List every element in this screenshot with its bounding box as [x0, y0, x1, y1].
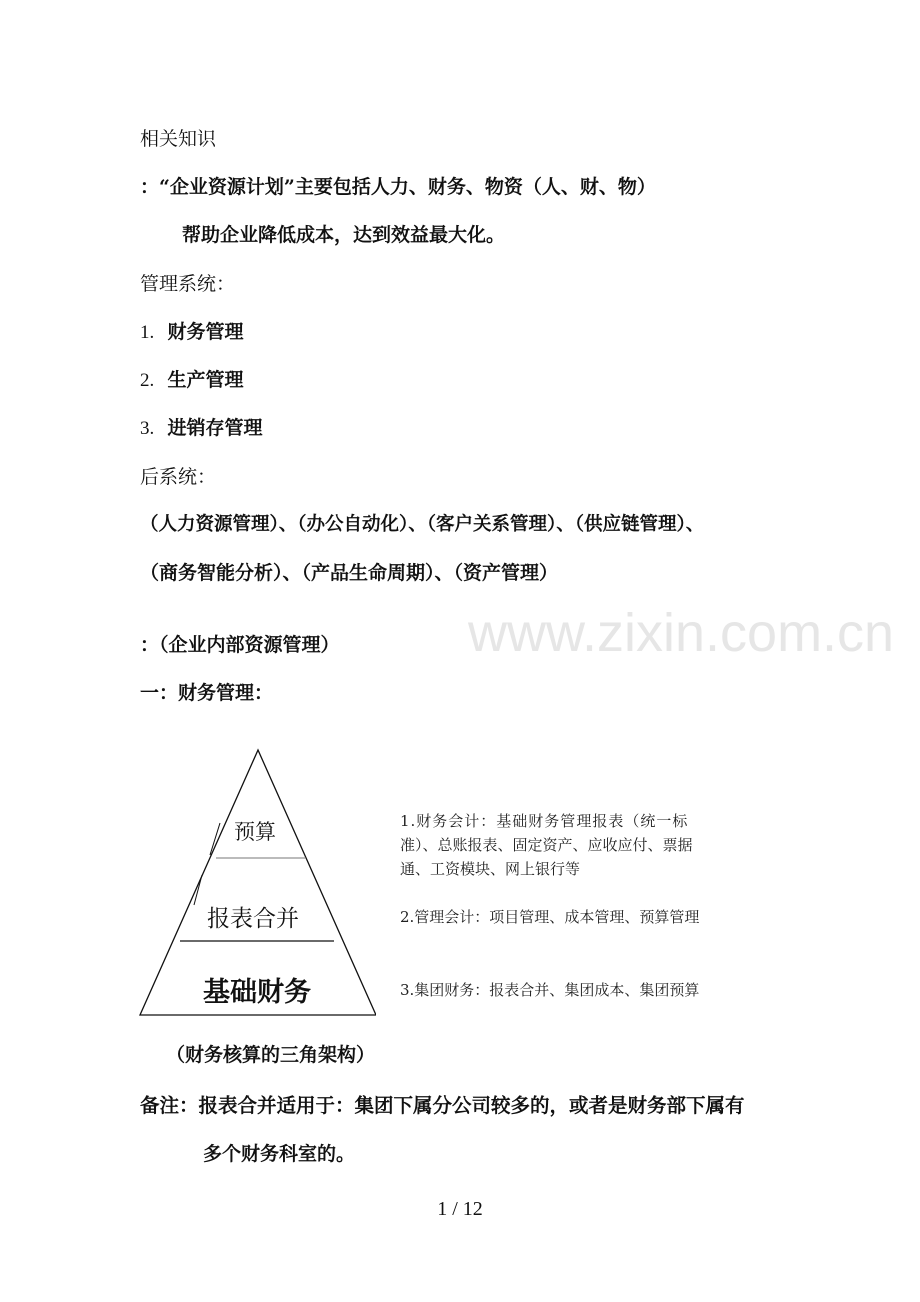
mgmt-item-label: 财务管理	[167, 321, 244, 343]
mgmt-item-2	[140, 367, 244, 394]
note-1-line-2: 准）、总账报表、固定资产、应收应付、票据	[400, 836, 693, 854]
intro-line-2: 帮助企业降低成本，达到效益最大化。	[182, 224, 506, 246]
pyramid-caption: （财务核算的三角架构）	[166, 1044, 376, 1066]
mgmt-item-num: 2.	[140, 370, 155, 391]
back-line-1: （人力资源管理）、（办公自动化）、（客户关系管理）、（供应链管理）、	[140, 514, 705, 535]
finance-title: 一：财务管理：	[140, 682, 274, 704]
note-1-line-1: 1.财务会计：基础财务管理报表（统一标	[400, 812, 689, 830]
mgmt-item-label: 进销存管理	[167, 417, 263, 439]
intro-line-1: ：“企业资源计划”主要包括人力、财务、物资（人、财、物）	[140, 176, 656, 198]
watermark: www.zixin.com.cn	[468, 603, 895, 663]
internal-line: ：（企业内部资源管理）	[140, 634, 340, 656]
note-2: 2.管理会计：项目管理、成本管理、预算管理	[400, 908, 700, 926]
remark-line-2: 多个财务科室的。	[203, 1143, 356, 1165]
mgmt-item-num: 1.	[140, 322, 155, 343]
pyramid-top-label: 预算	[234, 820, 276, 844]
pyramid-bottom-label: 基础财务	[203, 977, 311, 1008]
mgmt-item-num: 3.	[140, 418, 155, 439]
note-1-line-3: 通、工资模块、网上银行等	[400, 860, 581, 878]
heading: 相关知识	[140, 128, 217, 150]
page-number: 1 / 12	[437, 1198, 483, 1220]
back-line-2: （商务智能分析）、（产品生命周期）、（资产管理）	[140, 562, 559, 584]
back-title: 后系统：	[140, 466, 217, 488]
mgmt-item-label: 生产管理	[167, 369, 244, 391]
note-3: 3.集团财务：报表合并、集团成本、集团预算	[400, 981, 700, 999]
remark-line-1: 备注：报表合并适用于：集团下属分公司较多的，或者是财务部下属有	[140, 1094, 745, 1117]
mgmt-item-1	[140, 319, 244, 346]
mgmt-title: 管理系统：	[140, 273, 236, 295]
mgmt-item-3	[140, 415, 263, 442]
pyramid-middle-label: 报表合并	[207, 906, 299, 932]
